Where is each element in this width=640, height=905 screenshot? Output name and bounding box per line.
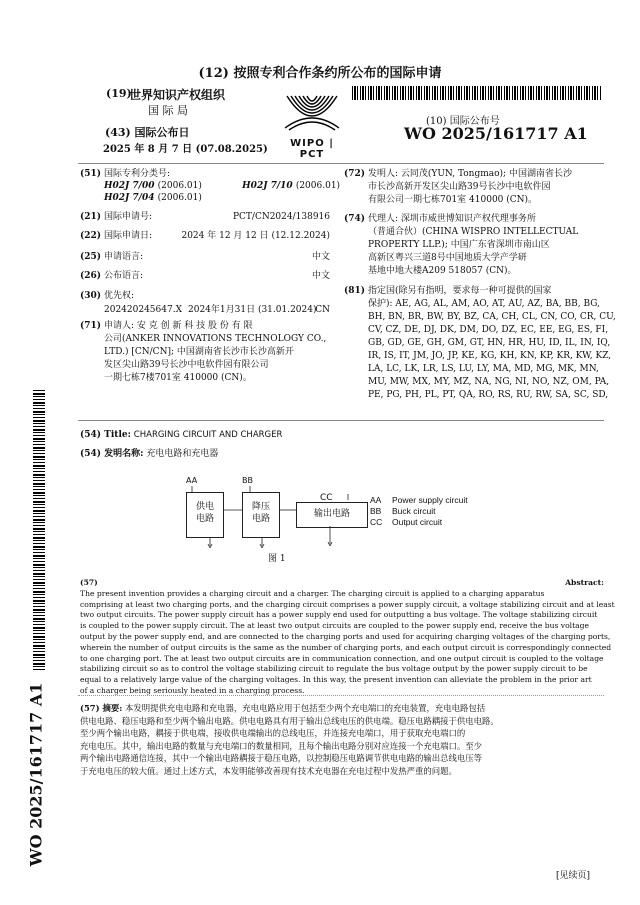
abstract-en-line: two output circuits. The power supply circuit has a power supply end used for outputting a bus voltage. The voltage stabilizing circuit bbox=[80, 610, 598, 620]
abstract-en-line: is coupled to the power supply circuit. The at least two output circuits are coupled to the power supply end, receive the bus voltage bbox=[80, 621, 590, 631]
abstract-cn-line: 本发明提供充电电路和充电器，充电电路应用于包括至少两个充电端口的充电装置，充电电路包括 bbox=[125, 703, 486, 713]
header-divider bbox=[78, 163, 604, 164]
designated-states-line: IR, IS, IT, JM, JO, JP, KE, KG, KH, KN, KP, KR, KW, KZ, bbox=[368, 351, 612, 361]
label-cc: CC bbox=[320, 493, 333, 503]
applicant-line: LTD.) [CN/CN]; 中国湖南省长沙市长沙高新开 bbox=[104, 347, 294, 357]
agent-line: 高新区粤兴三道8号中国地质大学产学研 bbox=[368, 253, 527, 263]
abstract-divider bbox=[78, 695, 604, 696]
applicant-line: 一期七栋7楼701室 410000 (CN)。 bbox=[104, 373, 252, 383]
power-supply-box: 供电 电路 bbox=[186, 492, 224, 538]
side-barcode bbox=[33, 390, 45, 670]
side-pub-number: WO 2025/161717 A1 bbox=[26, 682, 46, 867]
wipo-logo bbox=[277, 88, 347, 160]
title-divider bbox=[78, 420, 604, 421]
pub-language-row: (26) 公布语言: 中文 bbox=[80, 271, 330, 281]
inventor-section: (72) bbox=[344, 169, 366, 179]
applicant-line: 申请人: 安 克 创 新 科 技 股 份 有 限 bbox=[104, 321, 253, 331]
abstract-en-line: equal to a relatively large value of the charging voltages. In this way, the present invention can alleviate the problem in the prior art bbox=[80, 675, 592, 685]
title-en: (54) Title: CHARGING CIRCUIT AND CHARGER bbox=[80, 430, 283, 440]
designated-states-section: (81) bbox=[344, 286, 366, 296]
pub-date-label: (43) 国际公布日 bbox=[105, 126, 190, 139]
document-title: (12) 按照专利合作条约所公布的国际申请 bbox=[198, 66, 442, 81]
label-bb: BB bbox=[242, 476, 253, 485]
applicant-section: (71) bbox=[80, 321, 102, 331]
agent-line: 基地中地大楼A209 518057 (CN)。 bbox=[368, 266, 517, 276]
wipo-emblem-icon bbox=[277, 88, 347, 134]
wipo-org-number: (19) bbox=[106, 87, 132, 100]
ipc-line-1: H02J 7/00 (2006.01) H02J 7/10 (2006.01) bbox=[104, 181, 341, 191]
inventor-line: 市长沙高新开发区尖山路39号长沙中电软件园 bbox=[368, 182, 551, 192]
pub-no-label: (10) 国际公布号 bbox=[426, 116, 500, 127]
abstract-cn-line: 充电电压。其中，输出电路的数量与充电端口的数量相同，且每个输出电路分别对应连接一个充电端口。至少 bbox=[80, 740, 482, 751]
continued-note: [见续页] bbox=[556, 871, 591, 881]
publication-barcode bbox=[352, 86, 602, 100]
wipo-pct-text: WIPO | PCT bbox=[290, 138, 334, 160]
ipc-section: (51) 国际专利分类号: bbox=[80, 169, 171, 179]
filing-date-row: (22) 国际申请日: 2024 年 12 月 12 日 (12.12.2024) bbox=[80, 231, 330, 241]
inventor-line: 发明人: 云同茂(YUN, Tongmao); 中国湖南省长沙 bbox=[368, 169, 572, 179]
abstract-cn-line: 至少两个输出电路，耦接于供电端，接收供电端输出的总线电压，并连接充电端口，用于获取充电端口的 bbox=[80, 728, 466, 739]
inventor-text bbox=[368, 168, 604, 207]
pub-no: WO 2025/161717 A1 bbox=[404, 124, 588, 143]
priority-detail: 202420245647.X 2024年1月31日 (31.01.2024) CN bbox=[104, 305, 330, 315]
abstract-cn: (57) 摘要: 本发明提供充电电路和充电器，充电电路应用于包括至少两个充电端口的充电装置，充电电路包括 供电电路、稳压电路和至少两个输出电路。供电电路具有用于输出总线电压的供电端。稳压电路耦接于供电电路。 至少两个输出电路，耦接于供电端，接收供电端输出的总线电压，并连接充电端口，用于获取充电端口的 充电电压。其中，输出电路的数量与充电端口的数量相同，且每个输出电路分别对应连接一个充电端口。至少 两个输出电路通信连接，其中一个输出电路耦接于稳压电路，以控制稳压电路调节供电电路的输出总线电压等 于充电电压的较大值。通过上述方式，本发明能够改善现有技术充电器在充电过程中发热严重的问题。 bbox=[80, 702, 604, 778]
designated-states-line: 指定国(除另有指明，要求每一种可提供的国家 bbox=[368, 286, 552, 296]
abstract-cn-line: 供电电路、稳压电路和至少两个输出电路。供电电路具有用于输出总线电压的供电端。稳压电路耦接于供电电路。 bbox=[80, 715, 499, 726]
abstract-en-line: stabilizing circuit so as to control the voltage stabilizing circuit to regulate the bus voltage output by the power supply circuit to be bbox=[80, 664, 588, 674]
abstract-en: (57) Abstract: The present invention provides a charging circuit and a charger. The charging circuit is applied to a charging apparatus comprising at least two charging ports, and the charging circuit comprises a power supply circuit, a voltage stabilizing circuit and at least two output circuits. The power supply circuit has a power supply end used for outputting a bus voltage. The voltage stabilizing circuit is coupled to the power supply circuit. The at least two output circuits are coupled to the power supply end, receive the bus voltage output by the power supply end, and are connected to the charging ports and used for acquiring charging voltages of the charging ports, wherein the number of output circuits is the same as the number of charging ports, and each output circuit is correspondingly connected to one charging port. The at least two output circuits are in communication connection, and one output circuit is coupled to the voltage stabilizing circuit so as to control the voltage stabilizing circuit to regulate the bus voltage output by the power supply circuit to be equal to a relatively large value of the charging voltages. In this way, the present invention can alleviate the problem in the prior art of a charger being seriously heated in a charging process. bbox=[80, 578, 615, 695]
agent-text bbox=[368, 213, 604, 278]
designated-states-line: PE, PG, PH, PL, PT, QA, RO, RS, RU, RW, SA, SC, SD, bbox=[368, 390, 609, 400]
figure-legend bbox=[370, 495, 468, 528]
title-cn: (54) 发明名称: 充电电路和充电器 bbox=[80, 449, 219, 459]
figure-caption: 图 1 bbox=[268, 554, 286, 564]
pub-date: 2025 年 8 月 7 日 (07.08.2025) bbox=[103, 144, 268, 155]
circuit-figure bbox=[180, 478, 400, 568]
buck-box: 降压 电路 bbox=[242, 492, 280, 538]
abstract-cn-line: 于充电电压的较大值。通过上述方式，本发明能够改善现有技术充电器在充电过程中发热严重的问题。 bbox=[80, 765, 457, 776]
filing-language-row: (25) 申请语言: 中文 bbox=[80, 252, 330, 262]
designated-states-line: LA, LC, LK, LR, LS, LU, LY, MA, MD, MG, MK, MN, bbox=[368, 364, 599, 374]
designated-states-text bbox=[368, 285, 616, 402]
legend-row-aa: AA Power supply circuit bbox=[370, 495, 468, 505]
abstract-en-line: output by the power supply end, and are connected to the charging ports and used for acquiring charging voltages of the charging ports, bbox=[80, 631, 611, 641]
agent-line: 代理人: 深圳市威世博知识产权代理事务所 bbox=[368, 214, 536, 224]
applicant-text bbox=[104, 320, 330, 385]
applicant-line: 公司(ANKER INNOVATIONS TECHNOLOGY CO., bbox=[104, 334, 327, 344]
app-no-row: (21) 国际申请号: PCT/CN2024/138916 bbox=[80, 212, 330, 222]
applicant-line: 发区尖山路39号长沙中电软件园有限公司 bbox=[104, 360, 269, 370]
agent-section: (74) bbox=[344, 214, 366, 224]
designated-states-line: GB, GD, GE, GH, GM, GT, HN, HR, HU, ID, IL, IN, IQ, bbox=[368, 338, 611, 348]
legend-row-cc: CC Output circuit bbox=[370, 517, 443, 527]
label-aa: AA bbox=[186, 476, 198, 485]
wipo-org-name: 世界知识产权组织 bbox=[129, 88, 226, 102]
designated-states-line: 保护): AE, AG, AL, AM, AO, AT, AU, AZ, BA, BB, BG, bbox=[368, 299, 600, 309]
abstract-cn-line: 两个输出电路通信连接，其中一个输出电路耦接于稳压电路，以控制稳压电路调节供电电路的输出总线电压等 bbox=[80, 753, 482, 764]
designated-states-line: MU, MW, MX, MY, MZ, NA, NG, NI, NO, NZ, OM, PA, bbox=[368, 377, 610, 387]
abstract-en-line: comprising at least two charging ports, and the charging circuit comprises a power supply circuit, a voltage stabilizing circuit and at least bbox=[80, 599, 615, 609]
abstract-en-line: wherein the number of output circuits is the same as the number of charging ports, and each output circuit is correspondingly connected bbox=[80, 642, 612, 652]
agent-line: （普通合伙）(CHINA WISPRO INTELLECTUAL bbox=[368, 227, 579, 237]
designated-states-line: BH, BN, BR, BW, BY, BZ, CA, CH, CL, CN, CO, CR, CU, bbox=[368, 312, 616, 322]
abstract-en-line: The present invention provides a charging circuit and a charger. The charging circuit is applied to a charging apparatus bbox=[80, 588, 545, 598]
inventor-line: 有限公司一期七栋701室 410000 (CN)。 bbox=[368, 195, 538, 205]
abstract-en-line: of a charger being seriously heated in a charging process. bbox=[80, 685, 305, 695]
abstract-en-line: to one charging port. The at least two output circuits are in communication connection, and one output circuit is coupled to the voltage bbox=[80, 653, 604, 663]
wipo-bureau: 国 际 局 bbox=[148, 104, 188, 117]
ipc-line-2: H02J 7/04 (2006.01) bbox=[104, 193, 202, 203]
output-box: 输出电路 bbox=[296, 502, 368, 528]
designated-states-line: CV, CZ, DE, DJ, DK, DM, DO, DZ, EC, EE, EG, ES, FI, bbox=[368, 325, 609, 335]
agent-line: PROPERTY LLP.); 中国广东省深圳市南山区 bbox=[368, 240, 550, 250]
priority-row: (30) 优先权: bbox=[80, 291, 135, 301]
legend-row-bb: BB Buck circuit bbox=[370, 506, 436, 516]
